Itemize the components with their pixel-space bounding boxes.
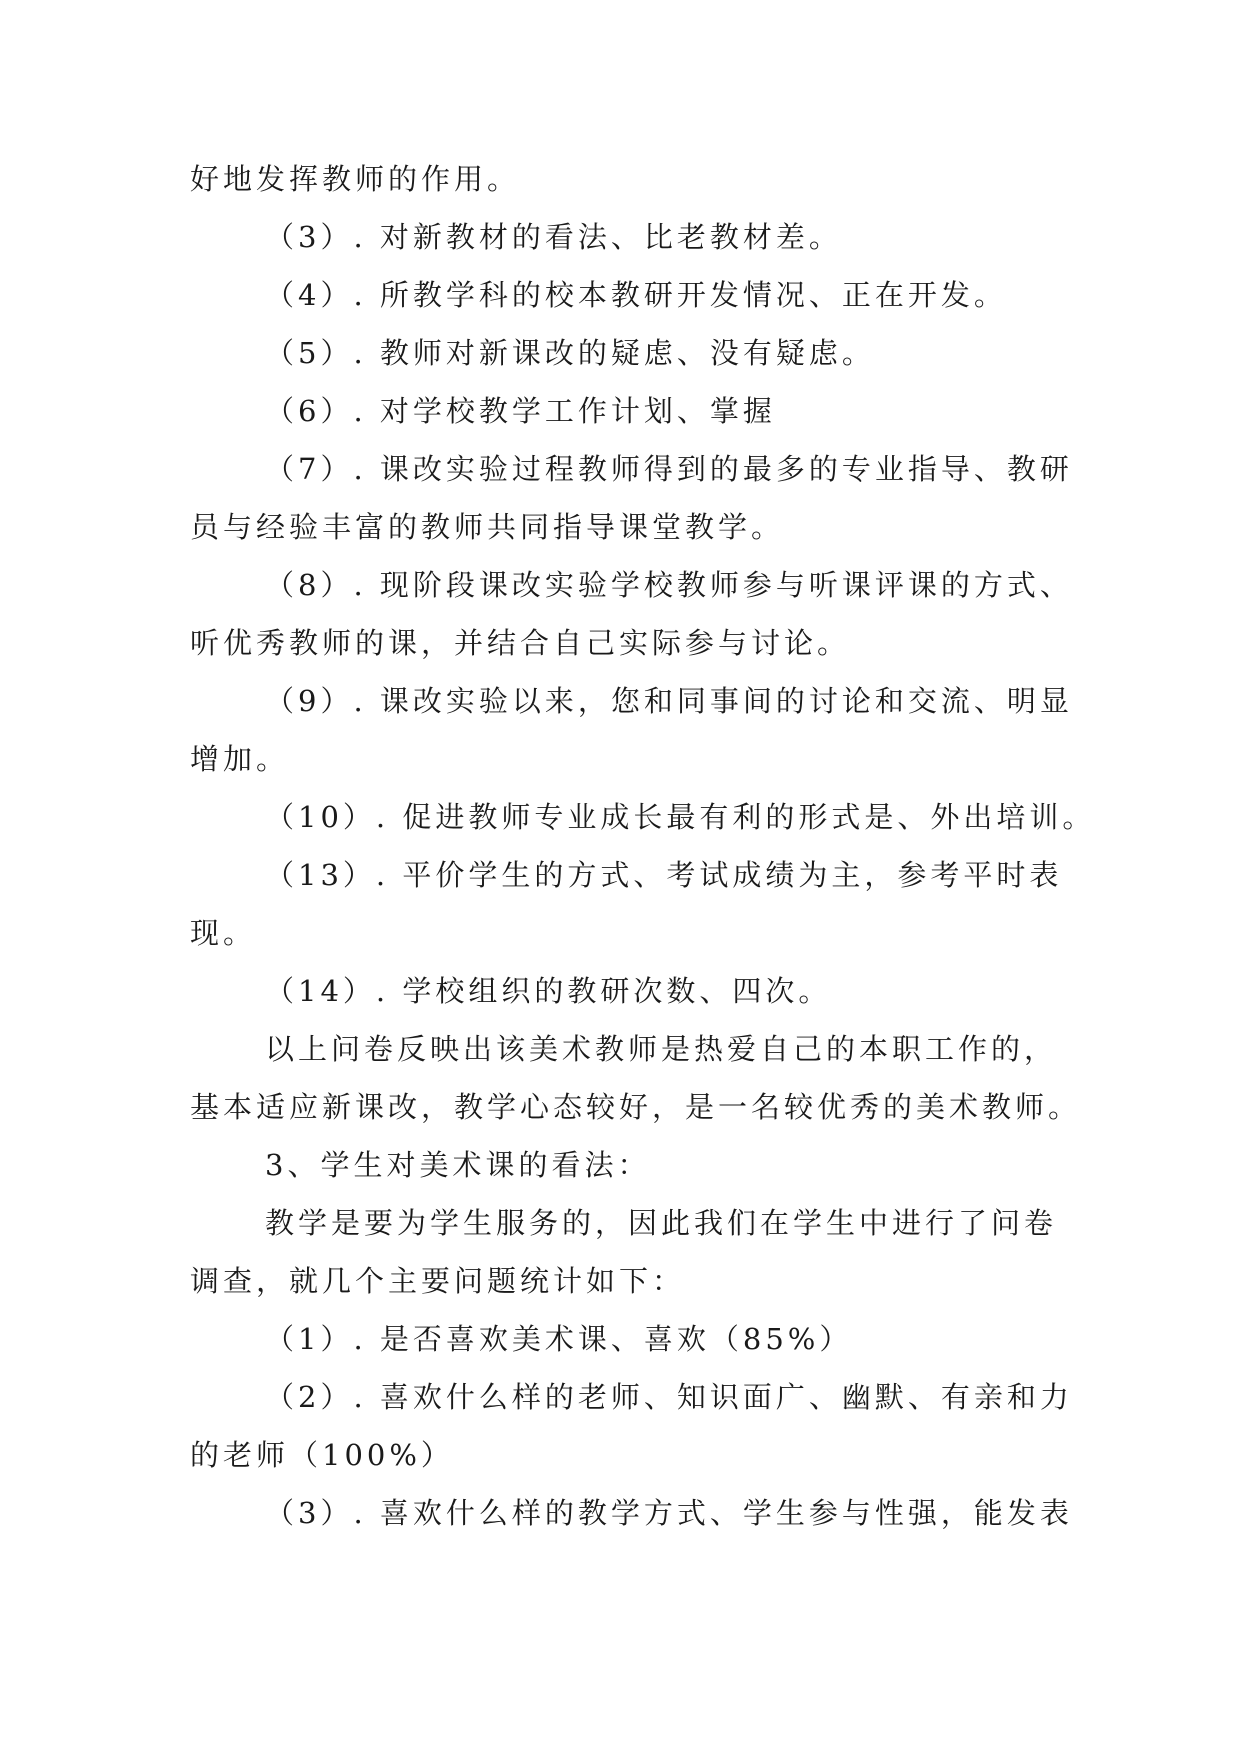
document-line: 基本适应新课改，教学心态较好，是一名较优秀的美术教师。 — [190, 1090, 1082, 1124]
document-line: （4）. 所教学科的校本教研开发情况、正在开发。 — [265, 278, 1007, 312]
document-line: （9）. 课改实验以来，您和同事间的讨论和交流、明显 — [265, 684, 1073, 718]
document-line: （1）. 是否喜欢美术课、喜欢（85%） — [265, 1322, 853, 1356]
document-line: 现。 — [190, 916, 257, 950]
document-line: 的老师（100%） — [190, 1438, 454, 1472]
document-line: （13）. 平价学生的方式、考试成绩为主，参考平时表 — [265, 858, 1063, 892]
document-body — [190, 150, 1096, 1542]
document-line: 以上问卷反映出该美术教师是热爱自己的本职工作的， — [265, 1032, 1058, 1066]
document-line: （10）. 促进教师专业成长最有利的形式是、外出培训。 — [265, 800, 1096, 834]
document-line: 增加。 — [190, 742, 290, 776]
document-line: 好地发挥教师的作用。 — [190, 162, 521, 196]
document-line: 调查，就几个主要问题统计如下： — [190, 1264, 686, 1298]
document-line: （7）. 课改实验过程教师得到的最多的专业指导、教研 — [265, 452, 1073, 486]
document-line: 员与经验丰富的教师共同指导课堂教学。 — [190, 510, 785, 544]
document-line: （3）. 喜欢什么样的教学方式、学生参与性强，能发表 — [265, 1496, 1073, 1530]
document-line: 3、学生对美术课的看法： — [265, 1148, 651, 1182]
document-line: （8）. 现阶段课改实验学校教师参与听课评课的方式、 — [265, 568, 1073, 602]
document-line: 听优秀教师的课，并结合自己实际参与讨论。 — [190, 626, 851, 660]
document-line: （5）. 教师对新课改的疑虑、没有疑虑。 — [265, 336, 875, 370]
document-line: （14）. 学校组织的教研次数、四次。 — [265, 974, 832, 1008]
document-line: （3）. 对新教材的看法、比老教材差。 — [265, 220, 842, 254]
document-line: 教学是要为学生服务的，因此我们在学生中进行了问卷 — [265, 1206, 1058, 1240]
document-line: （2）. 喜欢什么样的老师、知识面广、幽默、有亲和力 — [265, 1380, 1073, 1414]
document-line: （6）. 对学校教学工作计划、掌握 — [265, 394, 776, 428]
